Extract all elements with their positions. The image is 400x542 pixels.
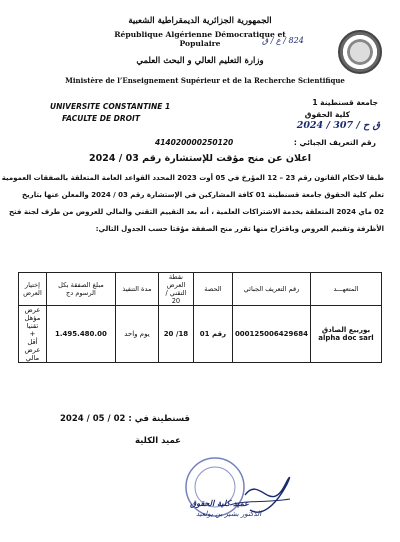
university-fr: UNIVERSITE CONSTANTINE 1 (50, 102, 171, 111)
signatory-title: عميد كلية الحقوق (190, 498, 249, 508)
cell-choice (19, 306, 47, 363)
col-header-amount: مبلغ الصفقة بكل الرسوم دج (46, 273, 115, 306)
col-header-choice: إختيار العرض (19, 273, 47, 306)
cell-bidder (311, 306, 382, 363)
signature-date: قسنطينة في : 02 / 05 / 2024 (60, 414, 190, 424)
tax-id-number: 414020000250120 (155, 138, 234, 147)
bidder-name-fr: alpha doc sarl (318, 334, 374, 342)
handwritten-reference-top: 824 / ع / ق (262, 36, 304, 45)
ministry-ar: وزارة التعليم العالي و البحث العلمي (136, 56, 264, 66)
republic-fr: République Algérienne Démocratique et Populaire (114, 30, 286, 48)
announcement-title: اعلان عن منح مؤقت للإستشارة رقم 03 / 2024 (89, 153, 311, 164)
faculty-fr: FACULTE DE DROIT (62, 114, 140, 123)
announcement-paragraph-3: 02 ماي 2024 المتعلقة بخدمة الاشتراكات العلمية ، أنه بعد التقييم التقني والمالي للعروض من طرف لجنة فتح (9, 208, 384, 216)
col-header-technical-score: نقطة العرض التقني / 20 (158, 273, 193, 306)
official-stamp-and-signature (175, 455, 295, 530)
republic-ar: الجمهورية الجزائرية الديمقراطية الشعبية (128, 16, 272, 26)
cell-amount: 1.495.480.00 (46, 306, 115, 363)
col-header-lot: الحصة (193, 273, 232, 306)
choice-line-1: عرض مؤهل تقنيا (24, 306, 41, 330)
faculty-ar: كلية الحقوق (304, 110, 350, 119)
tax-id-label: رقم التعريف الجبائي : (293, 138, 376, 147)
university-seal (338, 30, 382, 74)
table-header-row (19, 273, 382, 306)
cell-duration: يوم واحد (115, 306, 158, 363)
announcement-paragraph-1: طبقا لاحكام القانون رقم 23 – 12 المؤرخ في 05 أوت 2023 المحدد القواعد العامة المتعلقة بالصفقات العمومية (1, 174, 384, 182)
table-row (19, 306, 382, 363)
col-header-duration: مدة التنفيذ (115, 273, 158, 306)
col-header-tax-id: رقم التعريف الجبائي (232, 273, 310, 306)
cell-lot: رقم 01 (193, 306, 232, 363)
handwritten-reference: ق ح / 307 / 2024 (296, 120, 380, 131)
choice-line-2: + (29, 330, 36, 338)
cell-tax-id: 000125006429684 (232, 306, 310, 363)
cell-technical-score: 18/ 20 (158, 306, 193, 363)
bidder-name-ar: بوربيع الصادق (321, 326, 371, 334)
award-table (18, 272, 382, 363)
university-ar: جامعة قسنطينة 1 (312, 98, 378, 107)
dean-title: عميد الكلية (135, 436, 181, 446)
choice-line-3: أقل عرض مالي (24, 338, 41, 362)
announcement-paragraph-4: الأظرفة وتقييم العروض وباقتراح منها تقرر منح الصفقة مؤقتا حسب الجدول التالي: (95, 225, 384, 233)
signatory-name: الدكتور بشير بن بولعيد (196, 510, 262, 518)
col-header-bidder: المتعهـــد (311, 273, 382, 306)
ministry-fr: Ministère de l’Enseignement Supérieur et de la Recherche Scientifique (65, 76, 345, 85)
announcement-paragraph-2: تعلم كلية الحقوق جامعة قسنطينة 01 كافة المشاركين في الإستشارة رقم 03 / 2024 والمعلن عنها بتاريخ (22, 191, 384, 199)
